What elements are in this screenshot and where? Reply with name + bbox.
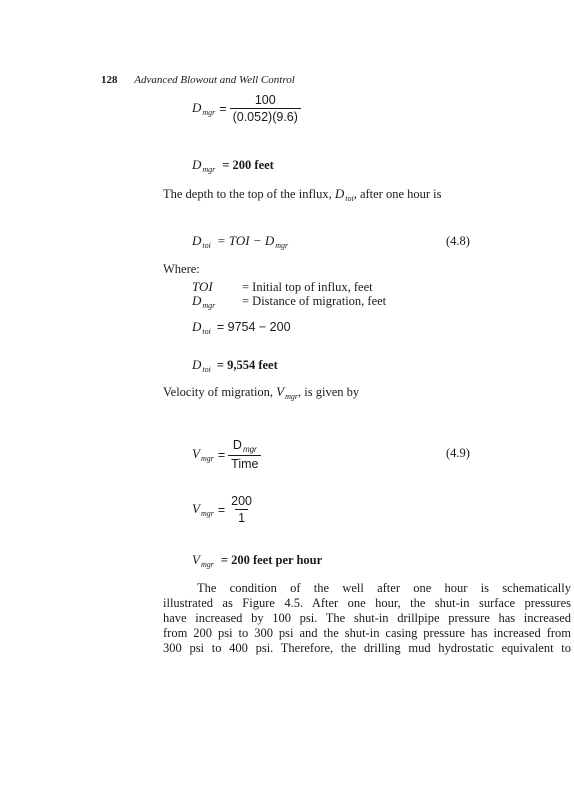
sentence-velocity-migration	[163, 384, 359, 401]
fraction-denominator: Time	[228, 455, 261, 471]
paragraph-line: have increased by 100 psi. The shut-in drillpipe pressure has increased	[163, 611, 571, 625]
fraction-denominator: 1	[235, 509, 248, 525]
page-number: 128	[101, 74, 118, 86]
definition-text: = Distance of migration, feet	[242, 294, 387, 308]
running-header	[101, 74, 295, 86]
body-paragraph	[163, 581, 571, 656]
eq-variable: $D_{mgr}$	[192, 100, 216, 117]
equals-sign: =	[217, 447, 226, 462]
sentence-text: Velocity of migration,	[163, 385, 274, 399]
book-title: Advanced Blowout and Well Control	[134, 74, 295, 86]
equation-vmgr-calc	[192, 494, 255, 525]
definition-variable: TOI	[192, 279, 213, 294]
paragraph-line: from 200 psi to 300 psi and the shut-in casing pressure has increased from	[163, 626, 571, 640]
eq-variable: $V_{mgr}$	[192, 446, 214, 463]
eq-result-value: = 200 feet per hour	[220, 553, 323, 567]
equation-number-4-9: (4.9)	[446, 446, 470, 460]
eq-variable: $V_{mgr}$	[192, 501, 214, 518]
paragraph-line: illustrated as Figure 4.5. After one hour, the shut-in surface pressures	[163, 596, 571, 610]
equation-dmgr-result	[192, 156, 274, 174]
equals-sign: =	[219, 101, 227, 116]
equation-dmgr-fraction	[192, 93, 301, 124]
eq-variable: $D_{toi}$	[192, 357, 211, 374]
paragraph-line: 300 psi to 400 psi. Therefore, the drilling mud hydrostatic equivalent to	[163, 641, 571, 655]
eq-variable: $D_{toi}$	[192, 233, 211, 250]
inline-variable: $V_{mgr}$	[276, 384, 299, 401]
eq-result-value: = 200 feet	[222, 158, 274, 172]
fraction	[230, 93, 301, 124]
equation-toi-calc	[192, 318, 291, 336]
sentence-text: , is given by	[298, 385, 360, 399]
eq-variable: $D_{mgr}$	[192, 157, 216, 174]
equation-toi-result	[192, 356, 278, 374]
eq-variable: $D_{toi}$	[192, 319, 211, 336]
sentence-text: , after one hour is	[353, 187, 442, 201]
fraction	[228, 438, 261, 471]
definition-text: = Initial top of influx, feet	[242, 280, 373, 294]
where-definition	[192, 292, 386, 310]
equation-4-9	[192, 438, 261, 471]
fraction-numerator: 100	[254, 93, 276, 107]
eq-rhs: = 9754 − 200	[216, 320, 291, 334]
sentence-text: The depth to the top of the influx,	[163, 187, 332, 201]
eq-result-value: = 9,554 feet	[216, 358, 278, 372]
fraction-denominator: (0.052)(9.6)	[230, 108, 301, 124]
eq-variable: $V_{mgr}$	[192, 552, 214, 569]
where-label: Where:	[163, 262, 200, 276]
eq-rhs: = TOI − $D_{mgr}$	[216, 233, 289, 250]
fraction-numerator: 200	[231, 494, 253, 508]
sentence-depth-top-influx	[163, 186, 442, 203]
equals-sign: =	[217, 502, 226, 517]
equation-4-8	[192, 232, 288, 250]
paragraph-line: The condition of the well after one hour is schematically	[197, 581, 571, 595]
fraction	[228, 494, 255, 525]
inline-variable: $D_{toi}$	[334, 186, 354, 203]
equation-number-4-8: (4.8)	[446, 234, 470, 248]
definition-variable: $D_{mgr}$	[192, 293, 216, 310]
equation-vmgr-result	[192, 551, 322, 569]
fraction-numerator: $D_{mgr}$	[232, 438, 257, 454]
